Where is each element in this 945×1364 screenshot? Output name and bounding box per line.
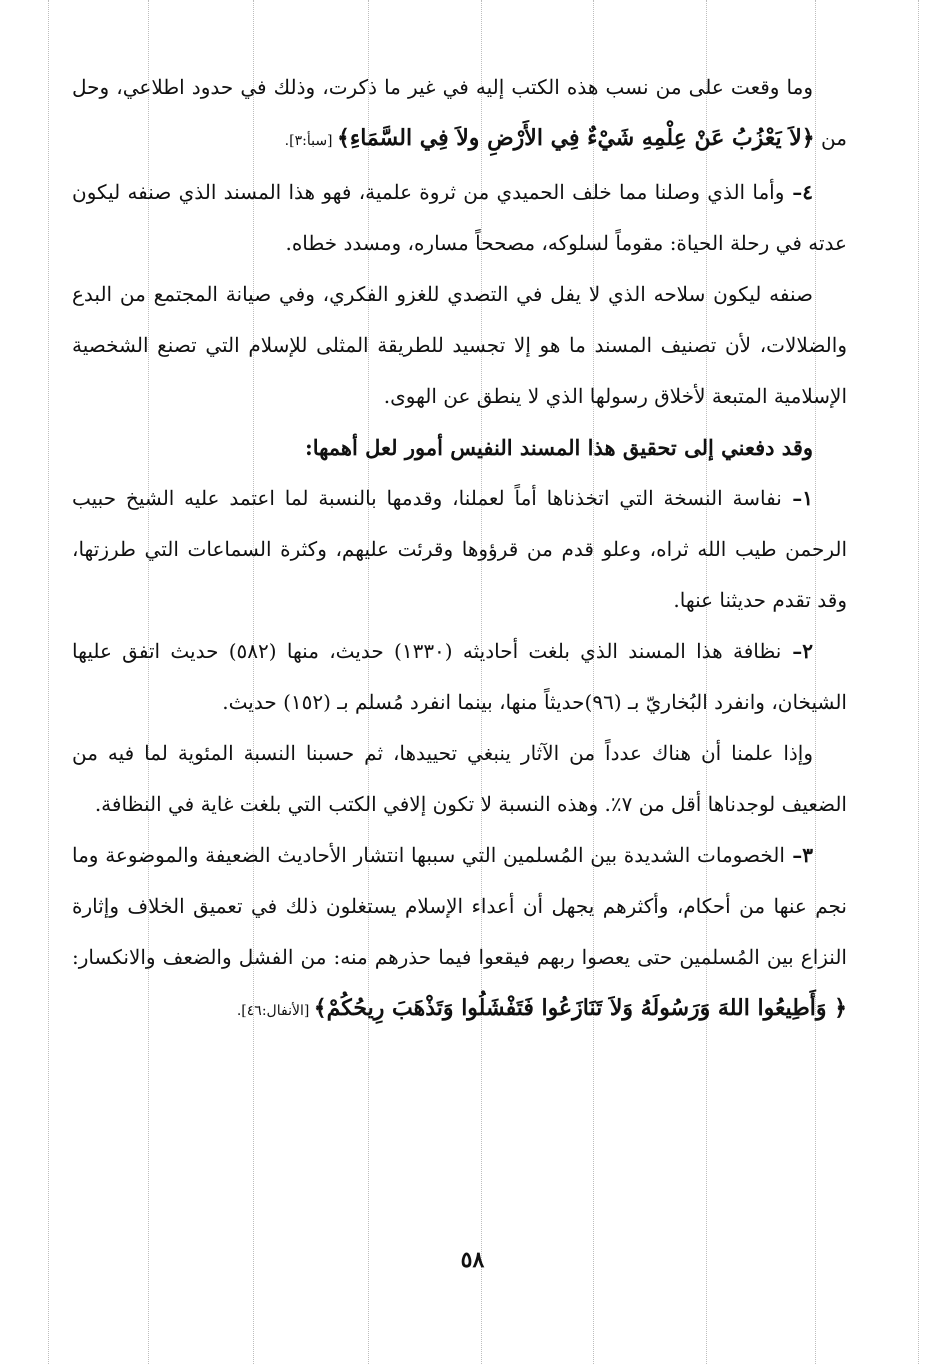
paragraph-purpose — [72, 269, 847, 422]
verse-reference: [الأنفال:٤٦]. — [236, 1003, 314, 1019]
paragraph-attribution — [72, 62, 847, 167]
paragraph-text: وأما الذي وصلنا مما خلف الحميدي من ثروة علمية، فهو هذا المسند الذي صنفه ليكون عدته في رحلة الحياة: مقوماً لسلوكه، مصححاً مساره، ومسدد خطاه. — [72, 180, 847, 255]
section-heading: وقد دفعني إلى تحقيق هذا المسند النفيس أمور لعل أهمها: — [304, 435, 813, 460]
paragraph-text: وإذا علمنا أن هناك عدداً من الآثار ينبغي تحييدها، ثم حسبنا النسبة المئوية لما فيه من الضعيف لوجدناها أقل من ٧٪. وهذه النسبة لا تكون إلافي الكتب التي بلغت غاية في النظافة. — [72, 741, 847, 816]
paragraph-percentage — [72, 728, 847, 830]
paragraph-point-4 — [72, 167, 847, 269]
paragraph-reason-1 — [72, 473, 847, 626]
paragraph-text: صنفه ليكون سلاحه الذي لا يفل في التصدي للغزو الفكري، وفي صيانة المجتمع من البدع والضلالات، لأن تصنيف المسند ما هو إلا تجسيد للطريقة المثلى للإسلام التي تصنع الشخصية الإسلامية المتبعة لأخلاق رسولها الذي لا ينطق عن الهوى. — [72, 282, 847, 408]
dotted-guide-line — [48, 0, 49, 1364]
verse-reference: [سبأ:٣]. — [284, 133, 337, 149]
paragraph-reason-3 — [72, 830, 847, 1037]
page-body — [72, 62, 847, 1037]
point-number: ٢– — [781, 639, 813, 663]
quran-verse: ﴿لاَ يَعْزُبُ عَنْ عِلْمِهِ شَيْءٌ فِي الأَرْضِ ولاَ فِي السَّمَاءِ﴾ — [336, 125, 815, 151]
point-number: ٣– — [784, 843, 813, 867]
paragraph-text: الخصومات الشديدة بين المُسلمين التي سببها انتشار الأحاديث الضعيفة والموضوعة وما نجم عنها من أحكام، وأكثرهم يجهل أن أعداء الإسلام يستغلون ذلك في تعميق الخلاف وإثارة النزاع بين المُسلمين حتى يعصوا ربهم فيقعوا فيما حذرهم منه: من الفشل والضعف والانكسار: — [72, 843, 847, 969]
quran-verse: ﴿ وَأَطِيعُوا اللهَ وَرَسُولَهُ وَلاَ تَنَازَعُوا فَتَفْشَلُوا وَتَذْهَبَ رِيحُكُمْ﴾ — [313, 995, 847, 1021]
point-number: ٤– — [784, 180, 814, 204]
paragraph-text: نفاسة النسخة التي اتخذناها أماً لعملنا، وقدمها بالنسبة لما اعتمد عليه الشيخ حبيب الرحمن طيب الله ثراه، وعلو قدم من قرؤوها وقرئت عليهم، وكثرة السماعات التي طرزتها، وقد تقدم حديثنا عنها. — [72, 486, 847, 612]
paragraph-reason-2 — [72, 626, 847, 728]
paragraph-text: نظافة هذا المسند الذي بلغت أحاديثه (١٣٣٠) حديث، منها (٥٨٢) حديث اتفق عليها الشيخان، وانفرد البُخاريّ بـ (٩٦)حديثاً منها، بينما انفرد مُسلم بـ (١٥٢) حديث. — [72, 639, 847, 714]
dotted-guide-line — [918, 0, 919, 1364]
page-number: ٥٨ — [460, 1247, 485, 1273]
point-number: ١– — [781, 486, 814, 510]
paragraph-text: وما وقعت على من نسب هذه الكتب إليه في غير ما ذكرت، وذلك في حدود اطلاعي، وحل من — [72, 75, 847, 150]
